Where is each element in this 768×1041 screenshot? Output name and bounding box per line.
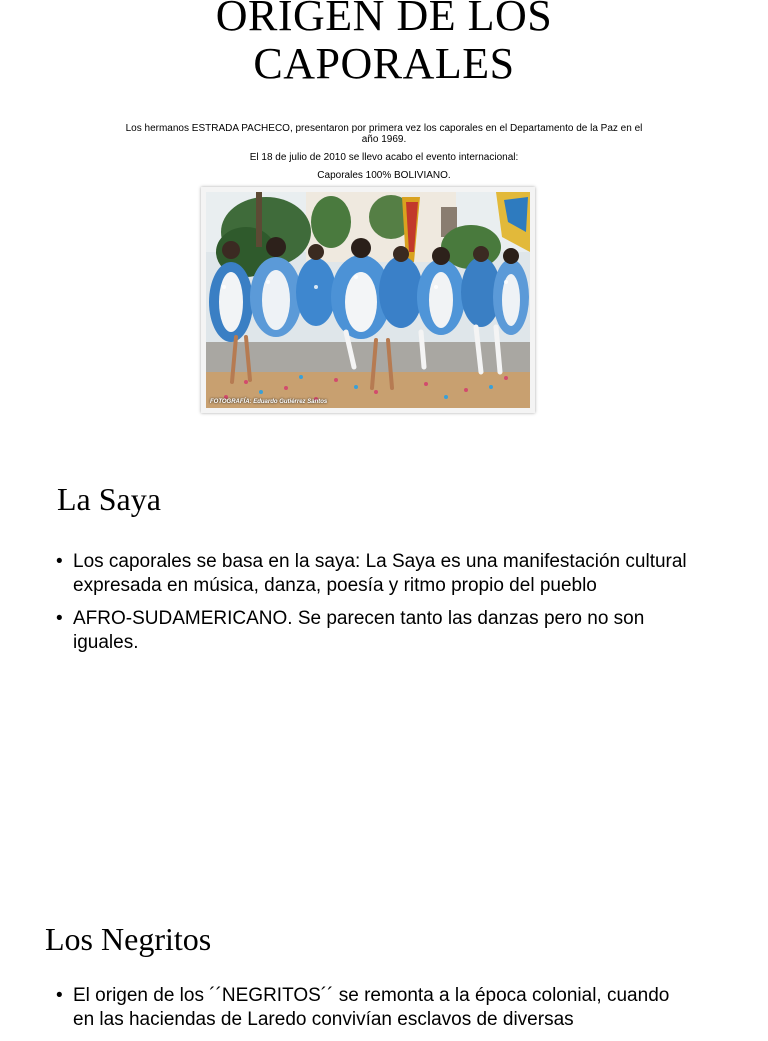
bullet-line: iguales. — [73, 632, 139, 653]
bullet-line: Los caporales se basa en la saya: La Saya es una manifestación cultural — [73, 551, 687, 572]
list-item — [56, 984, 736, 1032]
intro-text-line: año 1969. — [361, 134, 407, 145]
los-negritos-bullet-list — [56, 984, 736, 1041]
bullet-line: AFRO-SUDAMERICANO. Se parecen tanto las danzas pero no son — [73, 608, 645, 629]
bullet-dot: • — [56, 985, 63, 1006]
dance-photo — [206, 192, 530, 408]
list-item — [56, 607, 736, 655]
intro-text-line: Caporales 100% BOLIVIANO. — [317, 170, 451, 181]
intro-text-line: Los hermanos ESTRADA PACHECO, presentaron por primera vez los caporales en el Departamento de la Paz en el — [125, 123, 643, 134]
section-title-los-negritos: Los Negritos — [45, 921, 212, 957]
bullet-dot: • — [56, 551, 63, 572]
bullet-line: El origen de los ´´NEGRITOS´´ se remonta a la época colonial, cuando — [73, 985, 670, 1006]
slide-title — [0, 0, 768, 88]
bullet-dot: • — [56, 608, 63, 629]
list-item — [56, 550, 736, 598]
photo-frame — [201, 187, 535, 413]
intro-text-line: El 18 de julio de 2010 se llevo acabo el evento internacional: — [249, 152, 519, 163]
la-saya-bullet-list — [56, 550, 736, 664]
title-line: CAPORALES — [253, 39, 515, 88]
section-title-la-saya: La Saya — [57, 481, 161, 517]
bullet-line: en las haciendas de Laredo convivían esclavos de diversas — [73, 1009, 574, 1030]
bullet-line: expresada en música, danza, poesía y ritmo propio del pueblo — [73, 575, 597, 596]
photo-credit: FOTOGRAFÍA: Eduardo Gutiérrez Santos — [210, 399, 328, 405]
title-line: ORIGEN DE LOS — [215, 0, 553, 40]
